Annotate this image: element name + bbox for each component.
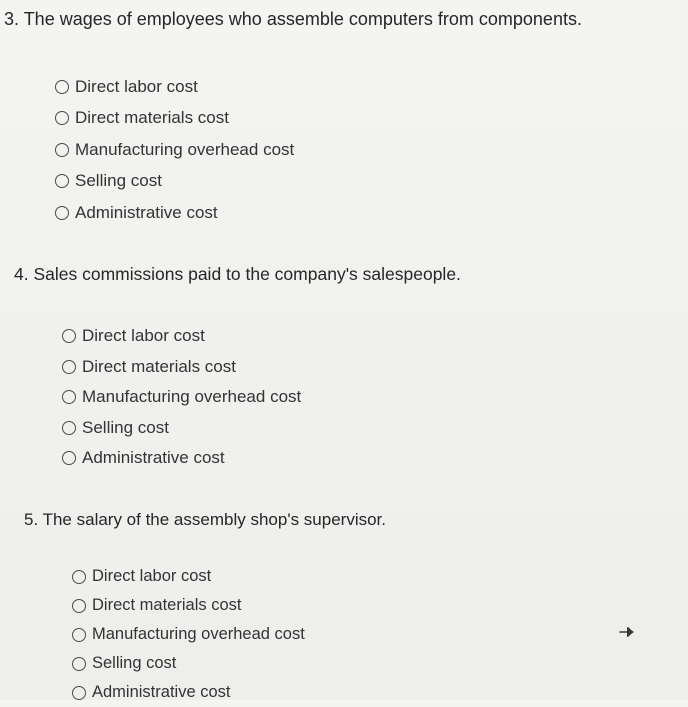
radio-unselected-icon[interactable] bbox=[62, 360, 76, 374]
q5-option-direct-materials[interactable] bbox=[72, 591, 305, 620]
radio-unselected-icon[interactable] bbox=[55, 111, 69, 125]
radio-unselected-icon[interactable] bbox=[72, 628, 86, 642]
radio-unselected-icon[interactable] bbox=[72, 657, 86, 671]
q3-option-direct-materials[interactable] bbox=[55, 103, 294, 135]
option-label[interactable]: Direct labor cost bbox=[75, 76, 198, 96]
option-label[interactable]: Selling cost bbox=[82, 417, 169, 437]
question-4-options bbox=[62, 321, 301, 474]
question-3-title: 3. The wages of employees who assemble computers from components. bbox=[4, 9, 582, 29]
radio-unselected-icon[interactable] bbox=[62, 390, 76, 404]
question-5-options bbox=[72, 562, 305, 707]
option-label[interactable]: Manufacturing overhead cost bbox=[75, 139, 295, 159]
question-3-options bbox=[55, 71, 294, 229]
option-label[interactable]: Direct materials cost bbox=[92, 596, 242, 614]
radio-unselected-icon[interactable] bbox=[62, 421, 76, 435]
radio-unselected-icon[interactable] bbox=[72, 599, 86, 613]
q5-option-selling[interactable] bbox=[72, 649, 305, 678]
q4-option-direct-labor[interactable] bbox=[62, 321, 301, 352]
q5-option-manufacturing-overhead[interactable] bbox=[72, 620, 305, 649]
q3-option-selling[interactable] bbox=[55, 166, 294, 198]
radio-unselected-icon[interactable] bbox=[62, 329, 76, 343]
radio-unselected-icon[interactable] bbox=[55, 206, 69, 220]
question-5-title: 5. The salary of the assembly shop's supervisor. bbox=[24, 510, 386, 529]
radio-unselected-icon[interactable] bbox=[62, 451, 76, 465]
option-label[interactable]: Administrative cost bbox=[92, 683, 231, 701]
option-label[interactable]: Direct labor cost bbox=[82, 326, 205, 346]
option-label[interactable]: Direct labor cost bbox=[92, 567, 212, 585]
radio-unselected-icon[interactable] bbox=[72, 686, 86, 700]
q4-option-administrative[interactable] bbox=[62, 443, 301, 474]
mouse-pointer-icon bbox=[618, 624, 636, 642]
option-label[interactable]: Direct materials cost bbox=[75, 108, 229, 128]
q3-option-direct-labor[interactable] bbox=[55, 71, 294, 103]
option-label[interactable]: Manufacturing overhead cost bbox=[82, 387, 302, 407]
radio-unselected-icon[interactable] bbox=[55, 80, 69, 94]
radio-unselected-icon[interactable] bbox=[55, 174, 69, 188]
q3-option-manufacturing-overhead[interactable] bbox=[55, 134, 294, 166]
option-label[interactable]: Selling cost bbox=[75, 171, 162, 191]
option-label[interactable]: Administrative cost bbox=[75, 202, 218, 222]
radio-unselected-icon[interactable] bbox=[72, 570, 86, 584]
q5-option-administrative[interactable] bbox=[72, 678, 305, 707]
q4-option-direct-materials[interactable] bbox=[62, 352, 301, 383]
q5-option-direct-labor[interactable] bbox=[72, 562, 305, 591]
q4-option-selling[interactable] bbox=[62, 413, 301, 444]
option-label[interactable]: Administrative cost bbox=[82, 448, 225, 468]
option-label[interactable]: Manufacturing overhead cost bbox=[92, 625, 305, 643]
question-4-title: 4. Sales commissions paid to the company's salespeople. bbox=[14, 264, 461, 284]
option-label[interactable]: Selling cost bbox=[92, 654, 177, 672]
q3-option-administrative[interactable] bbox=[55, 197, 294, 229]
q4-option-manufacturing-overhead[interactable] bbox=[62, 382, 301, 413]
option-label[interactable]: Direct materials cost bbox=[82, 356, 236, 376]
radio-unselected-icon[interactable] bbox=[55, 143, 69, 157]
